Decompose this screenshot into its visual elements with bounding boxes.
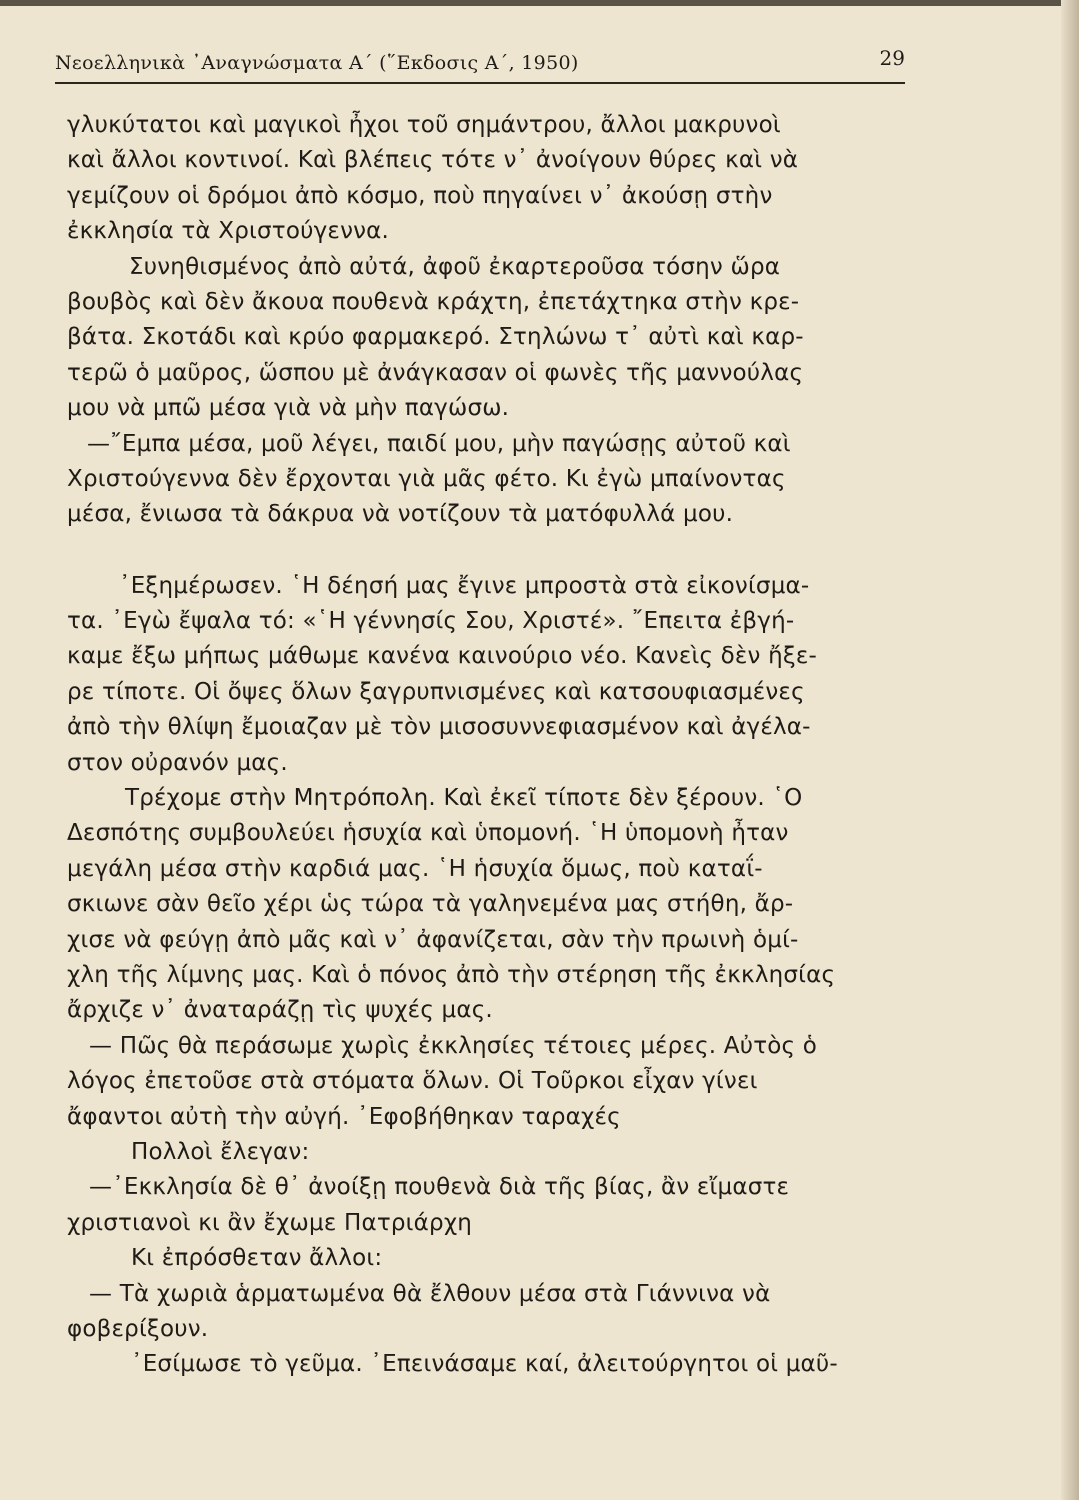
header-rule: [55, 82, 905, 84]
text-line: καμε ἔξω μήπως μάθωμε κανένα καινούριο νέο. Κανεὶς δὲν ἤξε-: [67, 643, 818, 670]
text-line: Τρέχομε στὴν Μητρόπολη. Καὶ ἐκεῖ τίποτε δὲν ξέρουν. ῾Ο: [125, 785, 803, 812]
text-line: χριστιανοὶ κι ἂν ἔχωμε Πατριάρχη: [67, 1209, 473, 1236]
text-line: λόγος ἐπετοῦσε στὰ στόματα ὅλων. Οἱ Τοῦρκοι εἶχαν γίνει: [67, 1068, 758, 1095]
text-line: —῎Εμπα μέσα, μοῦ λέγει, παιδί μου, μὴν παγώσῃς αὐτοῦ καὶ: [87, 430, 791, 457]
text-line: —᾿Εκκλησία δὲ θ᾿ ἀνοίξῃ πουθενὰ διὰ τῆς βίας, ἂν εἴμαστε: [89, 1174, 790, 1201]
text-line: γλυκύτατοι καὶ μαγικοὶ ἦχοι τοῦ σημάντρου, ἄλλοι μακρυνοὶ: [67, 112, 781, 138]
text-line: Χριστούγεννα δὲν ἔρχονται γιὰ μᾶς φέτο. Κι ἐγὼ μπαίνοντας: [67, 465, 786, 492]
text-line: χλη τῆς λίμνης μας. Καὶ ὁ πόνος ἀπὸ τὴν στέρηση τῆς ἐκκλησίας: [67, 961, 836, 988]
text-line: μου νὰ μπῶ μέσα γιὰ νὰ μὴν παγώσω.: [67, 395, 510, 422]
text-line: Πολλοὶ ἔλεγαν:: [131, 1138, 310, 1165]
text-line: καὶ ἄλλοι κοντινοί. Καὶ βλέπεις τότε ν᾿ ἀνοίγουν θύρες καὶ νὰ: [67, 147, 799, 174]
text-line: ἐκκλησία τὰ Χριστούγεννα.: [67, 218, 390, 245]
section-break: [67, 533, 927, 569]
running-header: [55, 46, 905, 80]
text-line: βάτα. Σκοτάδι καὶ κρύο φαρμακερό. Στηλώνω τ᾿ αὐτὶ καὶ καρ-: [67, 324, 804, 351]
text-line: — Τὰ χωριὰ ἁρματωμένα θὰ ἔλθουν μέσα στὰ Γιάννινα νὰ: [89, 1280, 771, 1307]
text-line: ἄφαντοι αὐτὴ τὴν αὐγή. ᾿Εφοβήθηκαν ταραχές: [67, 1103, 621, 1130]
text-line: βουβὸς καὶ δὲν ἄκουα πουθενὰ κράχτη, ἐπετάχτηκα στὴν κρε-: [67, 288, 800, 315]
page-right-edge: [1061, 0, 1079, 1500]
text-line: Δεσπότης συμβουλεύει ἡσυχία καὶ ὑπομονή. ῾Η ὑπομονὴ ἦταν: [67, 820, 789, 847]
text-line: φοβερίξουν.: [67, 1315, 209, 1342]
text-line: — Πῶς θὰ περάσωμε χωρὶς ἐκκλησίες τέτοιες μέρες. Αὐτὸς ὁ: [89, 1032, 818, 1059]
text-line: γεμίζουν οἱ δρόμοι ἀπὸ κόσμο, ποὺ πηγαίνει ν᾿ ἀκούσῃ στὴν: [67, 182, 773, 209]
text-line: σκιωνε σὰν θεῖο χέρι ὡς τώρα τὰ γαληνεμένα μας στήθη, ἄρ-: [67, 891, 794, 918]
text-line: Συνηθισμένος ἀπὸ αὐτά, ἀφοῦ ἐκαρτεροῦσα τόσην ὥρα: [129, 253, 781, 280]
text-line: ἄρχιζε ν᾿ ἀναταράζῃ τὶς ψυχές μας.: [67, 997, 493, 1024]
text-line: στον οὐρανόν μας.: [67, 749, 288, 776]
text-line: χισε νὰ φεύγῃ ἀπὸ μᾶς καὶ ν᾿ ἀφανίζεται, σὰν τὴν πρωινὴ ὁμί-: [67, 926, 799, 953]
text-line: τα. ᾿Εγὼ ἔψαλα τό: «῾Η γέννησίς Σου, Χριστέ». ῎Επειτα ἐβγή-: [67, 608, 795, 635]
header-title: Νεοελληνικὰ ᾿Αναγνώσματα Α΄ (῞Εκδοσις Α΄, 1950): [55, 52, 579, 74]
text-line: μέσα, ἔνιωσα τὰ δάκρυα νὰ νοτίζουν τὰ ματόφυλλά μου.: [67, 501, 734, 528]
text-line: μεγάλη μέσα στὴν καρδιά μας. ῾Η ἡσυχία ὅμως, ποὺ καταΐ-: [67, 855, 763, 882]
body-text: [67, 108, 927, 1383]
text-line: ᾿Εξημέρωσεν. ῾Η δέησή μας ἔγινε μπροστὰ στὰ εἰκονίσμα-: [119, 572, 810, 599]
text-line: Κι ἐπρόσθεταν ἄλλοι:: [131, 1245, 383, 1272]
text-line: ρε τίποτε. Οἱ ὄψες ὅλων ξαγρυπνισμένες καὶ κατσουφιασμένες: [67, 678, 805, 705]
page-number: 29: [879, 46, 905, 70]
text-line: ᾿Εσίμωσε τὸ γεῦμα. ᾿Επεινάσαμε καί, ἀλειτούργητοι οἱ μαῦ-: [131, 1351, 838, 1378]
page-top-edge: [0, 0, 1079, 6]
text-line: τερῶ ὁ μαῦρος, ὥσπου μὲ ἀνάγκασαν οἱ φωνὲς τῆς μαννούλας: [67, 359, 804, 386]
text-line: ἀπὸ τὴν θλίψη ἔμοιαζαν μὲ τὸν μισοσυννεφιασμένον καὶ ἀγέλα-: [67, 714, 811, 741]
